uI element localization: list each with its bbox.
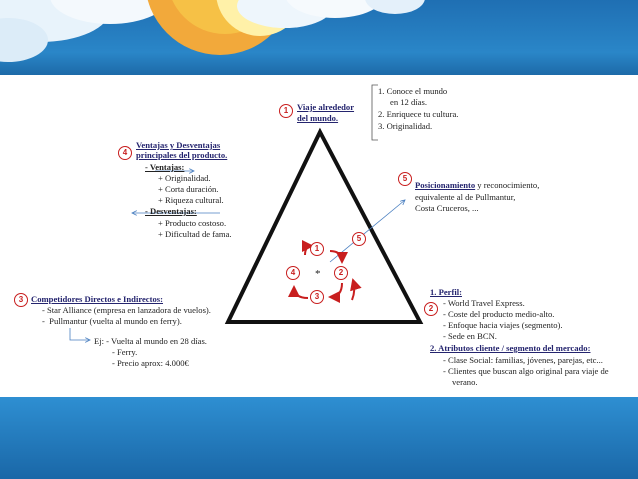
section-5-line: equivalente al de Pullmantur, [415, 192, 516, 202]
section-1-item: 3. Originalidad. [378, 121, 433, 131]
section-3-line: - Pullmantur (vuelta al mundo en ferry). [42, 316, 182, 326]
section-3-badge: 3 [14, 293, 28, 307]
section-4-title-line2: principales del producto. [136, 150, 228, 160]
section-4-title: Ventajas y Desventajas [136, 140, 221, 150]
section-1-item: 2. Enriquece tu cultura. [378, 109, 459, 119]
cycle-node-5: 5 [352, 232, 366, 246]
section-2-badge: 2 [424, 302, 438, 316]
ventaja-item: + Originalidad. [158, 173, 211, 183]
section-5-line: Costa Cruceros, ... [415, 203, 479, 213]
cycle-node-4: 4 [286, 266, 300, 280]
section-5-badge: 5 [398, 172, 412, 186]
section-3-line: - Star Alliance (empresa en lanzadora de vuelos). [42, 305, 211, 315]
cycle-node-3: 3 [310, 290, 324, 304]
perfil-title: 1. Perfil: [430, 287, 462, 297]
perfil-item: - Enfoque hacia viajes (segmento). [443, 320, 563, 330]
footer-band [0, 397, 638, 479]
cycle-node-1: 1 [310, 242, 324, 256]
section-5-title-rest: y reconocimiento, [475, 180, 540, 190]
section-1-title-line2: del mundo. [297, 113, 339, 123]
ventajas-label: - Ventajas: [145, 162, 185, 172]
perfil-item: - Coste del producto medio-alto. [443, 309, 555, 319]
triangle-shape [228, 132, 420, 322]
section-3-example: Ej: - Vuelta al mundo en 28 días. [94, 336, 207, 346]
section-1-badge: 1 [279, 104, 293, 118]
desventaja-item: + Dificultad de fama. [158, 229, 232, 239]
section-4-badge: 4 [118, 146, 132, 160]
section-5-text [415, 180, 539, 190]
section-1-title: Viaje alrededor [297, 102, 355, 112]
desventajas-label: - Desventajas: [145, 206, 197, 216]
section-3-example: - Precio aprox: 4.000€ [112, 358, 189, 368]
desventaja-item: + Producto costoso. [158, 218, 227, 228]
atributos-title: 2. Atributos cliente / segmento del mercado: [430, 343, 591, 353]
center-star: * [315, 268, 321, 280]
atributos-item: verano. [452, 377, 478, 387]
ventaja-item: + Corta duración. [158, 184, 219, 194]
section-1-item: 1. Conoce el mundo [378, 86, 448, 96]
perfil-item: - Sede en BCN. [443, 331, 497, 341]
cycle-node-2: 2 [334, 266, 348, 280]
perfil-item: - World Travel Express. [443, 298, 525, 308]
section-3-title: Competidores Directos e Indirectos: [31, 294, 163, 304]
atributos-item: - Clase Social: familias, jóvenes, parejas, etc... [443, 355, 603, 365]
section-3-example: - Ferry. [112, 347, 138, 357]
ventaja-item: + Riqueza cultural. [158, 195, 224, 205]
section-5-title: Posicionamiento [415, 180, 476, 190]
atributos-item: - Clientes que buscan algo original para viaje de [443, 366, 609, 376]
section-1-item: en 12 días. [390, 97, 427, 107]
